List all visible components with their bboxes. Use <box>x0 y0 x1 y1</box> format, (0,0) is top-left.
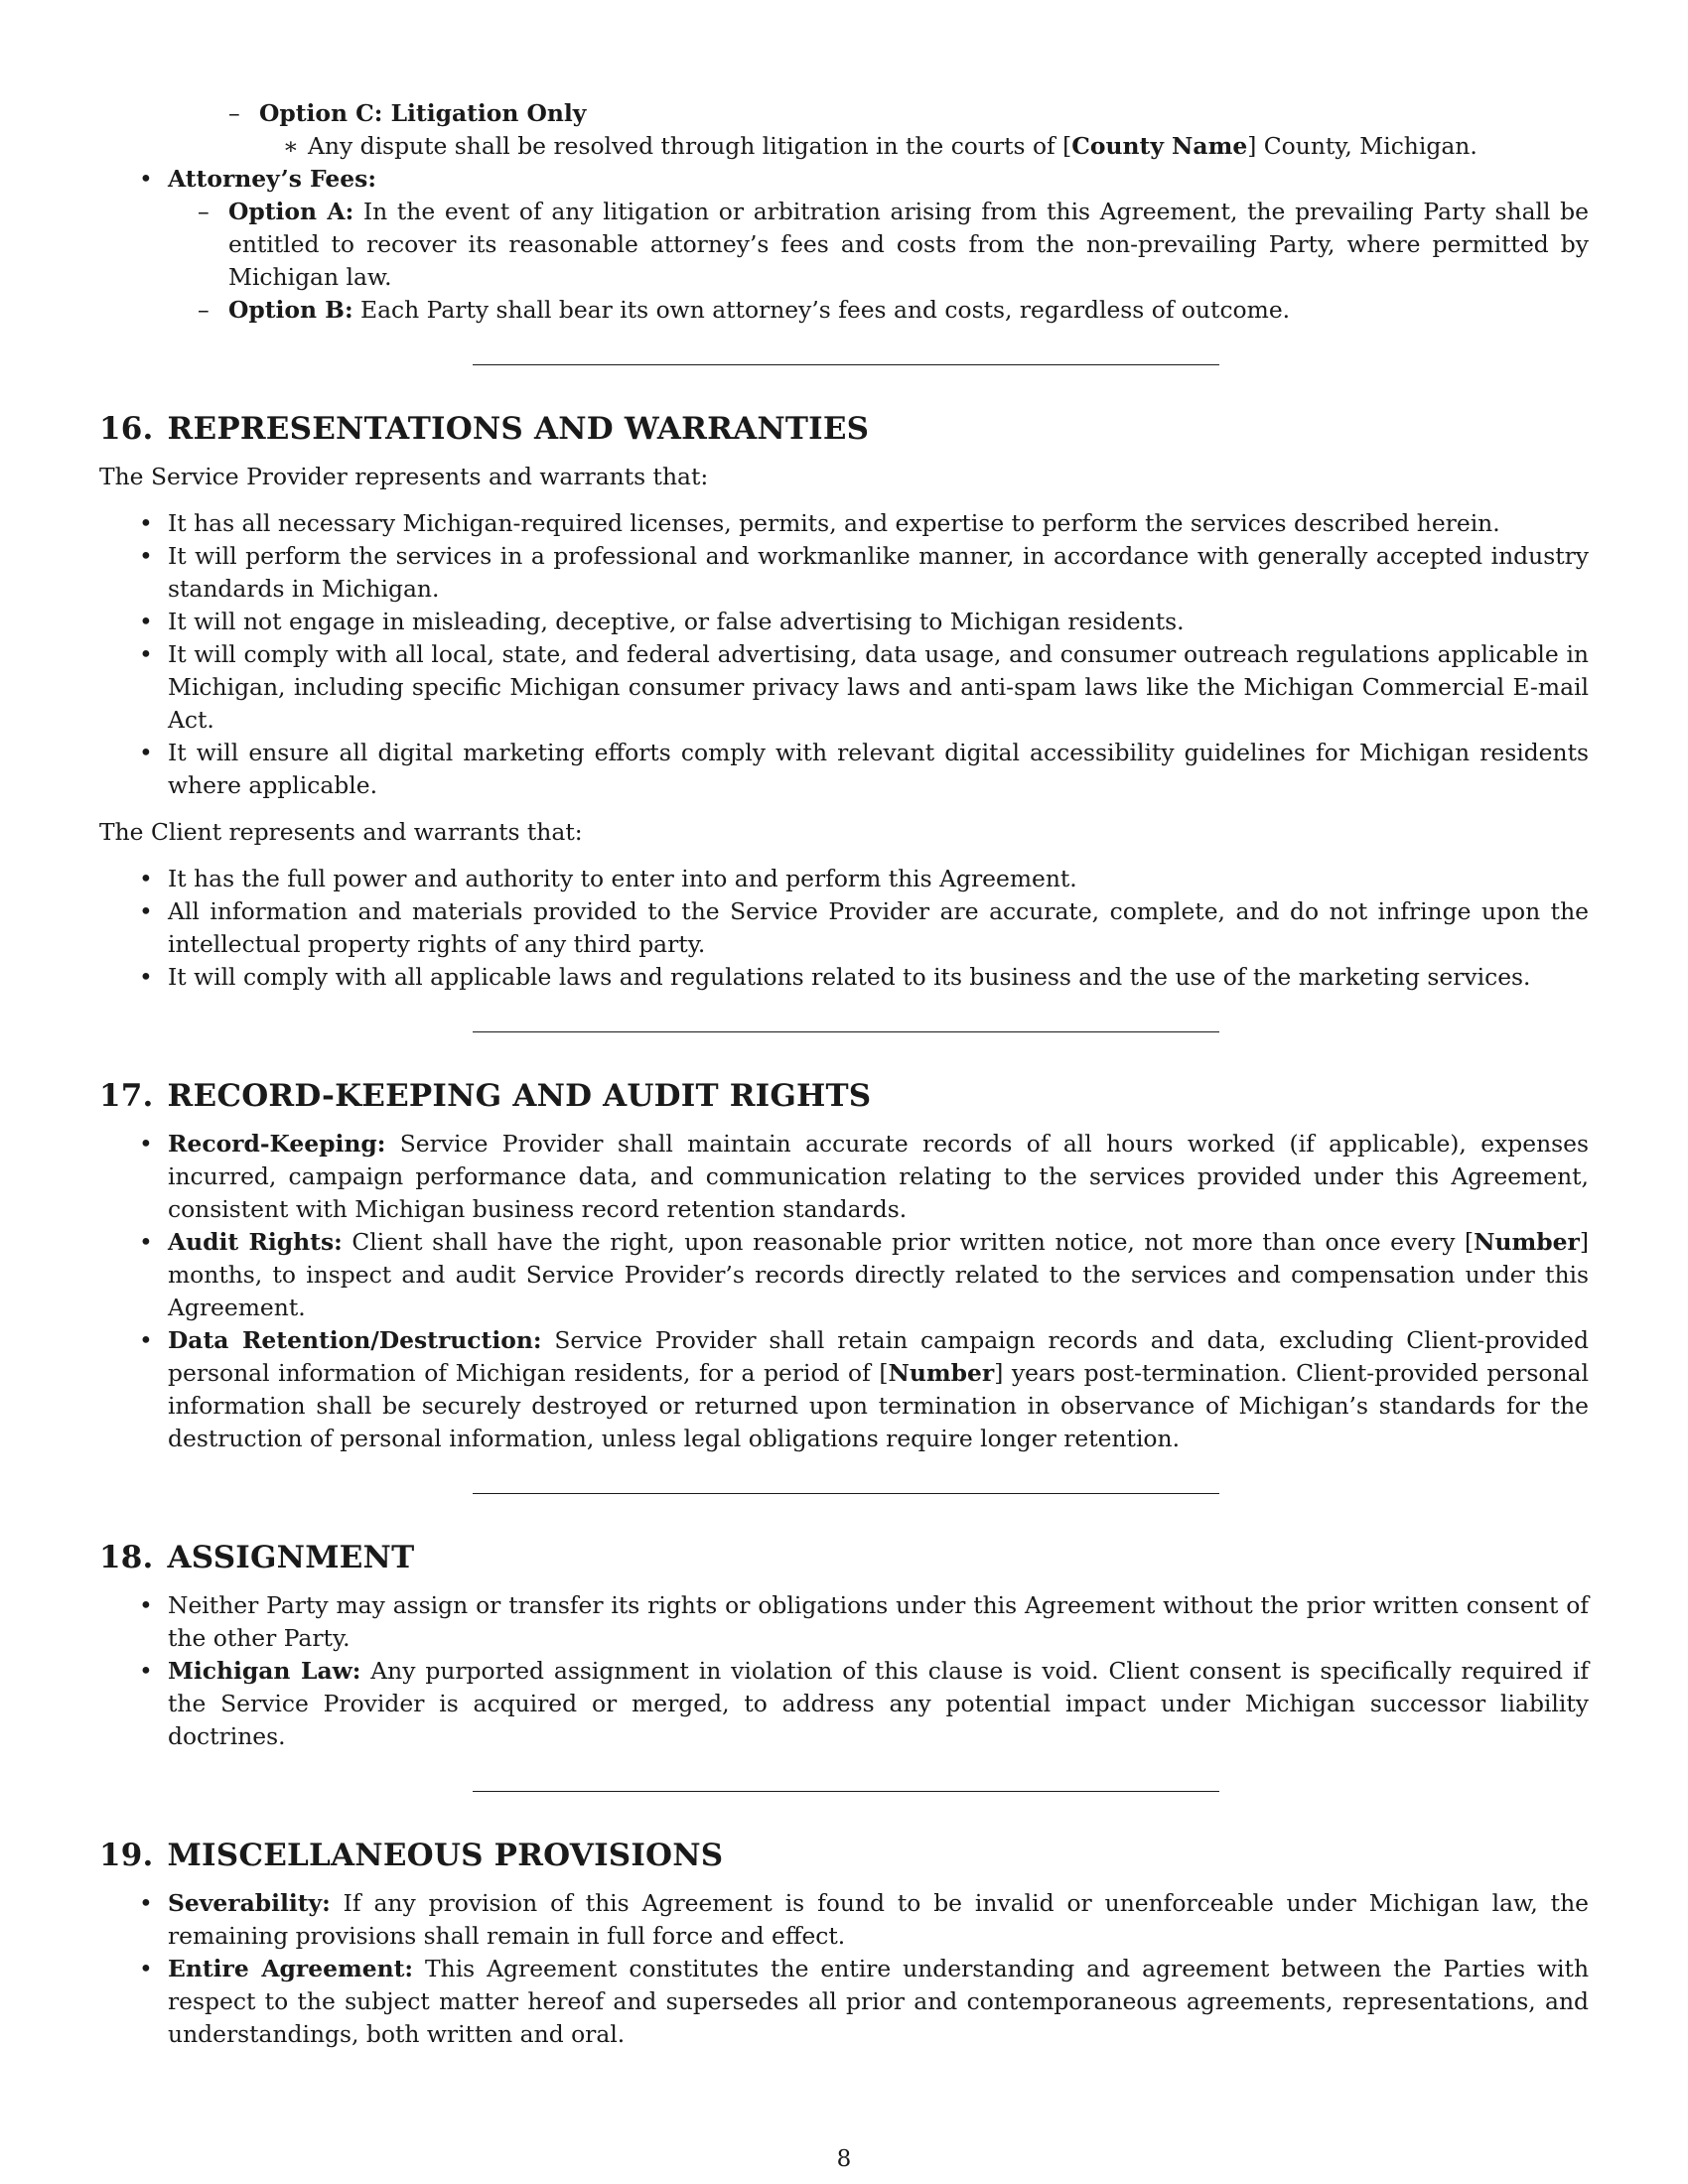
section-19-title: MISCELLANEOUS PROVISIONS <box>167 1838 724 1873</box>
list-item: • It will not engage in misleading, deceptive, or false advertising to Michigan residents. <box>99 606 1589 638</box>
option-a-text: In the event of any litigation or arbitration arising from this Agreement, the prevailing Party shall be entitled to recover its reasonable attorney’s fees and costs from the non-prevailing Party, where permitted by Michigan law. <box>228 198 1589 291</box>
option-b-label: Option B: <box>228 296 353 324</box>
list-item: • It will comply with all local, state, and federal advertising, data usage, and consumer outreach regulations applicable in Michigan, including specific Michigan consumer privacy laws and anti-spam laws like the Michigan Commercial E-mail Act. <box>99 638 1589 737</box>
option-c-sublist <box>259 130 1589 163</box>
audit-rights-text-post: ] months, to inspect and audit Service Provider’s records directly related to the services and compensation under this Agreement. <box>168 1228 1589 1321</box>
document-page <box>99 97 1589 2051</box>
entire-agreement-item <box>99 1953 1589 2051</box>
record-keeping-label: Record-Keeping: <box>168 1130 386 1158</box>
section-17-number: 17. <box>99 1078 154 1114</box>
option-c-list <box>199 97 1589 163</box>
section-16-number: 16. <box>99 411 154 447</box>
section-19-heading <box>99 1836 1589 1875</box>
entire-agreement-label: Entire Agreement: <box>168 1955 414 1982</box>
list-item: • It will comply with all applicable laws and regulations related to its business and the use of the marketing services. <box>99 961 1589 994</box>
data-retention-item <box>99 1324 1589 1455</box>
option-c-detail <box>259 130 1589 163</box>
dispute-resolution-continued <box>99 97 1589 327</box>
audit-rights-label: Audit Rights: <box>168 1228 343 1256</box>
list-item: • It has all necessary Michigan-required licenses, permits, and expertise to perform the services described herein. <box>99 507 1589 540</box>
severability-label: Severability: <box>168 1889 331 1917</box>
record-keeping-item <box>99 1128 1589 1226</box>
list-item: • It will ensure all digital marketing efforts comply with relevant digital accessibility guidelines for Michigan residents where applicable. <box>99 737 1589 802</box>
attorney-fees-item <box>99 163 1589 327</box>
client-warranties-list <box>99 863 1589 994</box>
attorney-fees-options <box>168 196 1589 327</box>
michigan-law-text: Any purported assignment in violation of this clause is void. Client consent is specifically required if the Service Provider is acquired or merged, to address any potential impact under Michigan successor liability doctrines. <box>168 1657 1589 1750</box>
number-placeholder: Number <box>1474 1228 1580 1256</box>
option-b-text: Each Party shall bear its own attorney’s fees and costs, regardless of outcome. <box>352 296 1291 324</box>
data-retention-text-pre: Service Provider shall retain campaign records and data, excluding Client-provided personal information of Michigan residents, for a period of [ <box>168 1326 1589 1387</box>
option-a-item <box>168 196 1589 294</box>
section-18-number: 18. <box>99 1540 154 1575</box>
assignment-list <box>99 1589 1589 1753</box>
record-keeping-text: Service Provider shall maintain accurate records of all hours worked (if applicable), expenses incurred, campaign performance data, and communication relating to the services provided under this Agreement, consistent with Michigan business record retention standards. <box>168 1130 1589 1223</box>
section-19 <box>99 1836 1589 2051</box>
attorney-fees-list <box>99 163 1589 327</box>
section-divider <box>473 364 1219 365</box>
section-17-title: RECORD-KEEPING AND AUDIT RIGHTS <box>167 1078 872 1114</box>
option-a-label: Option A: <box>228 198 354 225</box>
section-18-heading <box>99 1538 1589 1577</box>
audit-rights-text-pre: Client shall have the right, upon reasonable prior written notice, not more than once every [ <box>342 1228 1475 1256</box>
section-16-heading <box>99 409 1589 449</box>
severability-text: If any provision of this Agreement is found to be invalid or unenforceable under Michigan law, the remaining provisions shall remain in full force and effect. <box>168 1889 1589 1950</box>
section-17 <box>99 1076 1589 1455</box>
section-divider <box>473 1791 1219 1792</box>
county-name-placeholder: County Name <box>1071 132 1248 160</box>
miscellaneous-list <box>99 1887 1589 2051</box>
michigan-law-item <box>99 1655 1589 1753</box>
list-item: • All information and materials provided to the Service Provider are accurate, complete, and do not infringe upon the intellectual property rights of any third party. <box>99 895 1589 961</box>
data-retention-text-post: ] years post-termination. Client-provided personal information shall be securely destroyed or returned upon termination in observance of Michigan’s standards for the destruction of personal information, unless legal obligations require longer retention. <box>168 1359 1590 1452</box>
option-b-item <box>168 294 1589 327</box>
audit-rights-item <box>99 1226 1589 1324</box>
section-16-title: REPRESENTATIONS AND WARRANTIES <box>167 411 870 447</box>
option-c-text-post: ] County, Michigan. <box>1247 132 1477 160</box>
list-item: • Neither Party may assign or transfer its rights or obligations under this Agreement without the prior written consent of the other Party. <box>99 1589 1589 1655</box>
attorney-fees-label: Attorney’s Fees: <box>168 165 376 193</box>
section-divider <box>473 1031 1219 1032</box>
severability-item <box>99 1887 1589 1953</box>
option-c-item <box>199 97 1589 163</box>
client-intro: The Client represents and warrants that: <box>99 818 583 846</box>
provider-warranties-list <box>99 507 1589 802</box>
entire-agreement-text: This Agreement constitutes the entire understanding and agreement between the Parties with respect to the subject matter hereof and supersedes all prior and contemporaneous agreements, representations, and understandings, both written and oral. <box>168 1955 1590 2048</box>
section-18-title: ASSIGNMENT <box>167 1540 415 1575</box>
section-18 <box>99 1538 1589 1753</box>
section-19-number: 19. <box>99 1838 154 1873</box>
record-keeping-list <box>99 1128 1589 1455</box>
list-item: • It will perform the services in a professional and workmanlike manner, in accordance with generally accepted industry standards in Michigan. <box>99 540 1589 606</box>
page-number: 8 <box>836 2146 852 2172</box>
section-17-heading <box>99 1076 1589 1116</box>
number-placeholder: Number <box>888 1359 995 1387</box>
list-item: • It has the full power and authority to enter into and perform this Agreement. <box>99 863 1589 895</box>
section-16 <box>99 409 1589 994</box>
option-c-label: Option C: Litigation Only <box>259 99 587 127</box>
section-divider <box>473 1493 1219 1494</box>
option-c-text-pre: Any dispute shall be resolved through litigation in the courts of [ <box>308 132 1072 160</box>
provider-intro: The Service Provider represents and warrants that: <box>99 463 709 490</box>
michigan-law-label: Michigan Law: <box>168 1657 361 1685</box>
data-retention-label: Data Retention/Destruction: <box>168 1326 542 1354</box>
